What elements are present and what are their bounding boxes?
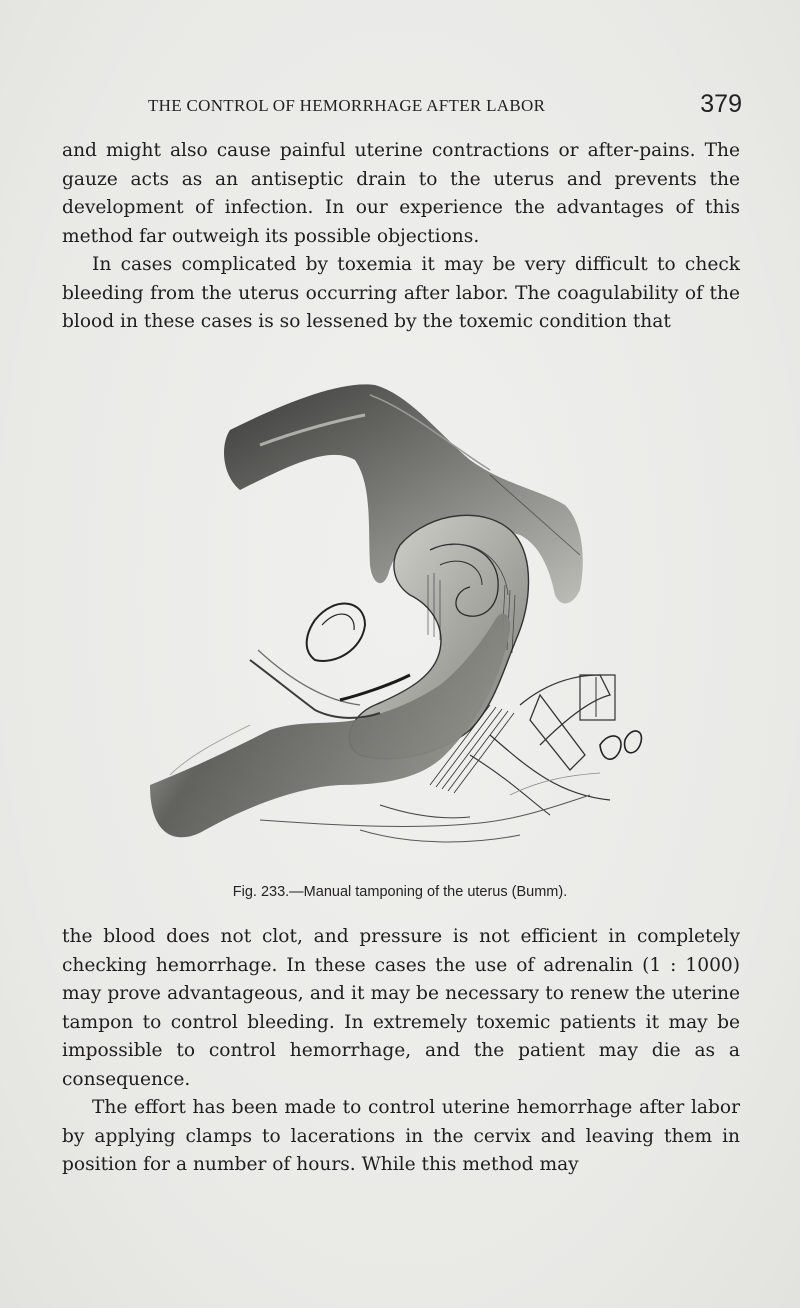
running-head: THE CONTROL OF HEMORRHAGE AFTER LABOR <box>148 96 546 115</box>
figure-illustration <box>110 375 690 875</box>
manual-tamponing-illustration <box>110 375 690 875</box>
body-text-top <box>62 137 740 337</box>
paragraph-clotting: the blood does not clot, and pressure is not efficient in completely checking hemorrhage. In these cases the use of adrenalin (1 : 1000) may prove advantageous, and it may be necessary to renew the uterine tampon to control bleeding. In extremely toxemic patients it may be impossible to control hemorrhage, and the patient may die as a consequence. <box>62 926 740 1090</box>
paragraph-continued: and might also cause painful uterine contractions or after-pains. The gauze acts as an antiseptic drain to the uterus and prevents the development of infection. In our experience the advantages of this method far outweigh its possible objections. <box>62 140 740 247</box>
page-header <box>62 92 742 122</box>
figure-caption: Fig. 233.—Manual tamponing of the uterus (Bumm). <box>232 884 568 900</box>
page-number: 379 <box>700 90 742 118</box>
body-text-bottom <box>62 923 740 1180</box>
paragraph-toxemia: In cases complicated by toxemia it may be very difficult to check bleeding from the uterus occurring after labor. The coagulability of the blood in these cases is so lessened by the toxemic condition that <box>62 254 740 332</box>
paragraph-clamps: The effort has been made to control uterine hemorrhage after labor by applying clamps to lacerations in the cervix and leaving them in position for a number of hours. While this method may <box>62 1097 740 1175</box>
